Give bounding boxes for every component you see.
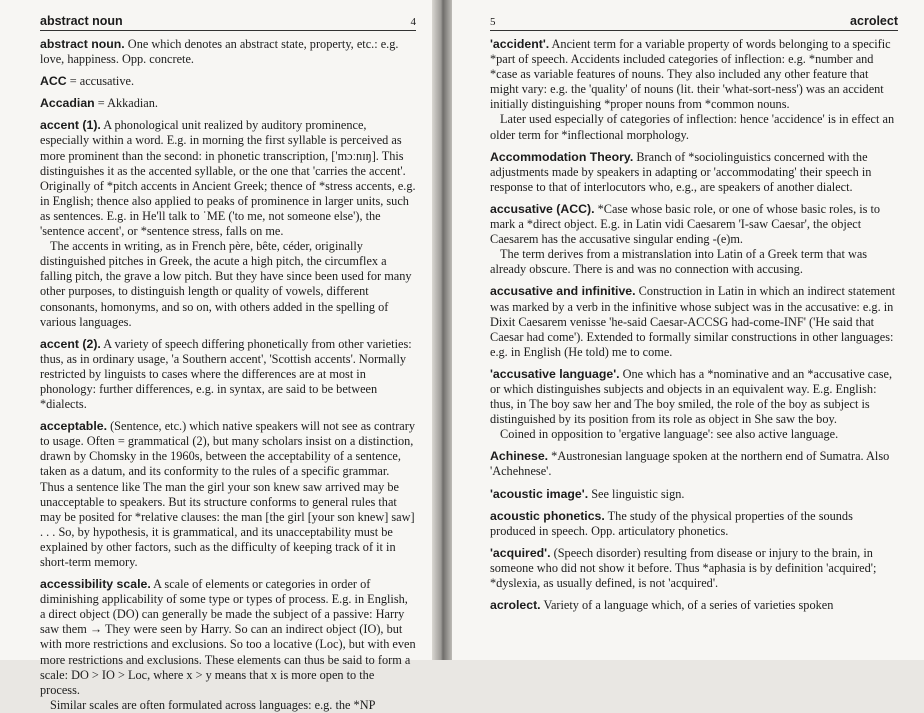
- entry-continuation: Coined in opposition to 'ergative language': see also active language.: [500, 427, 839, 442]
- entry-definition: Ancient term for a variable property of words belonging to a specific *part of speech. Accidents included categories of inflection: e.g. *number and *case as variable features of nouns. They also included any other feature that might vary: e.g. the 'quality' of nouns (lit. their 'what-sort-ness') was an accident initially distinguishing *proper nouns from *common nouns.: [490, 37, 891, 112]
- entry-term: 'acoustic image'.: [490, 486, 589, 501]
- entry-term: accent (1).: [40, 118, 101, 133]
- entry-term: acoustic phonetics.: [490, 508, 605, 523]
- dictionary-entry: [40, 37, 416, 67]
- running-head: [490, 14, 898, 31]
- entry-term: 'accusative language'.: [490, 366, 620, 381]
- entry-definition: A scale of elements or categories in order of diminishing applicability of some type or types of process. E.g. in English, a direct object (DO) can generally be made the subject of a passive: Harry saw them → They were seen by Harry. So can an indirect object (IO), but with more restrictions and exclusions. So too a locative (Loc), but with even more restrictions and exclusions. These elements can thus be said to form a scale: DO > IO > Loc, where x > y means that x is more open to the process.: [40, 577, 416, 697]
- entry-list: [40, 37, 416, 713]
- entry-continuation: The accents in writing, as in French père, bête, céder, originally distinguished pitches in Greek, the acute a high pitch, the circumflex a falling pitch, the grave a low pitch. But they have since been used for many other purposes, to distinguish length or quality of vowels, different consonants, homonyms, and so on, with others added in the spelling of various languages.: [40, 239, 412, 329]
- entry-continuation: Similar scales are often formulated across languages: e.g. the *NP: [50, 697, 376, 712]
- entry-list: [490, 37, 898, 613]
- entry-definition: One which has a *nominative and an *accusative case, or which distinguishes subjects and objects in an equivalent way. E.g. English: thus, in The boy saw her and The boy smiled, the role of the boy as subject is distinguished by its position from its role as object in She saw the boy.: [490, 366, 893, 427]
- entry-term: Achinese.: [490, 449, 549, 464]
- dictionary-entry: [490, 284, 898, 359]
- entry-definition: (Speech disorder) resulting from disease or injury to the brain, in someone who did not show it before. Thus *aphasia is by definition 'acquired'; *dyslexia, as usually defined, is not 'acquired'.: [490, 545, 877, 590]
- entry-definition: = accusative.: [66, 74, 135, 89]
- dictionary-entry: [40, 118, 416, 329]
- dictionary-entry: [40, 337, 416, 412]
- dictionary-entry: [490, 37, 898, 143]
- entry-term: Accommodation Theory.: [490, 149, 634, 164]
- page-number: 5: [490, 16, 496, 28]
- entry-term: acrolect.: [490, 598, 541, 613]
- entry-definition: *Austronesian language spoken at the northern end of Sumatra. Also 'Achehnese'.: [490, 449, 890, 479]
- entry-term: 'acquired'.: [490, 545, 551, 560]
- page-number: 4: [410, 16, 416, 28]
- entry-definition: Construction in Latin in which an indirect statement was marked by a verb in the infinitive whose subject was in the accusative: e.g. in Dixit Caesarem venisse 'he-said Caesar-ACCSG had-come-INF' ('He said that Caesar had come'). Extended to formally similar constructions in other languages: e.g. in English (He told) me to come.: [490, 284, 896, 359]
- dictionary-entry: [40, 74, 416, 89]
- entry-definition: = Akkadian.: [94, 96, 158, 111]
- header-word: abstract noun: [40, 14, 123, 28]
- entry-definition: A phonological unit realized by auditory prominence, especially within a word. E.g. in morning the first syllable is perceived as more prominent than the second: in phonetic transcription, ['mɔːnɪŋ]. This distinguishes it as the accented syllable, or the one that 'carries the accent'. Originally of *pitch accents in Ancient Greek; thence of *stress accents, e.g. in English; thence also applied to peaks of prominence in larger units, such as sentences. E.g. in He'll talk to ˈME ('to me, not someone else'), the 'sentence accent', or *sentence stress, falls on me.: [40, 118, 416, 239]
- dictionary-entry: [490, 202, 898, 277]
- entry-term: 'accident'.: [490, 37, 550, 51]
- entry-definition: A variety of speech differing phonetically from other varieties: thus, as in ordinary usage, 'a Southern accent', 'Scottish accents'. Normally restricted by linguists to cases where the differences are at most in phonology: further differences, e.g. in syntax, are said to be between *dialects.: [40, 336, 412, 412]
- entry-definition: The study of the physical properties of the sounds produced in speech. Opp. articulatory phonetics.: [490, 508, 853, 538]
- entry-definition: See linguistic sign.: [588, 486, 685, 501]
- dictionary-entry: [490, 449, 898, 479]
- entry-definition: *Case whose basic role, or one of whose basic roles, is to mark a *direct object. E.g. in Latin vidi Caesarem 'I-saw Caesar', the object Caesarem has the accusative singular ending -(e)m.: [490, 201, 881, 247]
- dictionary-entry: [490, 150, 898, 195]
- book-gutter: [432, 0, 452, 660]
- entry-definition: Branch of *sociolinguistics concerned with the adjustments made by speakers in adapting or 'accommodating' their speech in response to that of interlocutors who, e.g., are speakers of another dialect.: [490, 149, 872, 194]
- entry-continuation: Later used especially of categories of inflection: hence 'accidence' is in effect an older term for *inflectional morphology.: [490, 112, 895, 142]
- entry-definition: (Sentence, etc.) which native speakers will not see as contrary to usage. Often = grammatical (2), but many scholars insist on a distinction, drawn by Chomsky in the 1960s, between the acceptability of a sentence, taken as a datum, and its conformity to the rules of a specific grammar. Thus a sentence like The man the girl your son knew saw arrived may be unacceptable to speakers. But its structure conforms to general rules that may be posited for *relative clauses: the man [the girl [your son knew] saw] . . . So, by hypothesis, it is grammatical, and its unacceptability must be explained by other factors, such as the difficulty of keeping track of it in short-term memory.: [40, 419, 415, 569]
- dictionary-entry: [490, 367, 898, 442]
- entry-term: accessibility scale.: [40, 577, 151, 592]
- header-word: acrolect: [850, 14, 898, 28]
- dictionary-entry: [40, 96, 416, 111]
- entry-definition: Variety of a language which, of a series of varieties spoken: [540, 598, 834, 613]
- entry-term: accent (2).: [40, 336, 101, 351]
- left-page: [0, 0, 432, 712]
- right-page: [452, 0, 924, 660]
- entry-term: abstract noun.: [40, 37, 125, 51]
- entry-definition: One which denotes an abstract state, property, etc.: e.g. love, happiness. Opp. concrete.: [40, 37, 399, 67]
- dictionary-entry: [490, 487, 898, 502]
- entry-term: accusative and infinitive.: [490, 284, 636, 299]
- dictionary-entry: [490, 546, 898, 591]
- entry-term: accusative (ACC).: [490, 201, 595, 216]
- entry-term: acceptable.: [40, 419, 107, 434]
- entry-continuation: The term derives from a mistranslation into Latin of a Greek term that was already obscure. There is and was no connection with accusing.: [490, 247, 868, 277]
- dictionary-entry: [490, 509, 898, 539]
- entry-term: ACC: [40, 74, 67, 89]
- entry-term: Accadian: [40, 96, 95, 111]
- dictionary-entry: [490, 598, 898, 613]
- dictionary-entry: [40, 419, 416, 570]
- running-head: [40, 14, 416, 31]
- dictionary-entry: [40, 577, 416, 713]
